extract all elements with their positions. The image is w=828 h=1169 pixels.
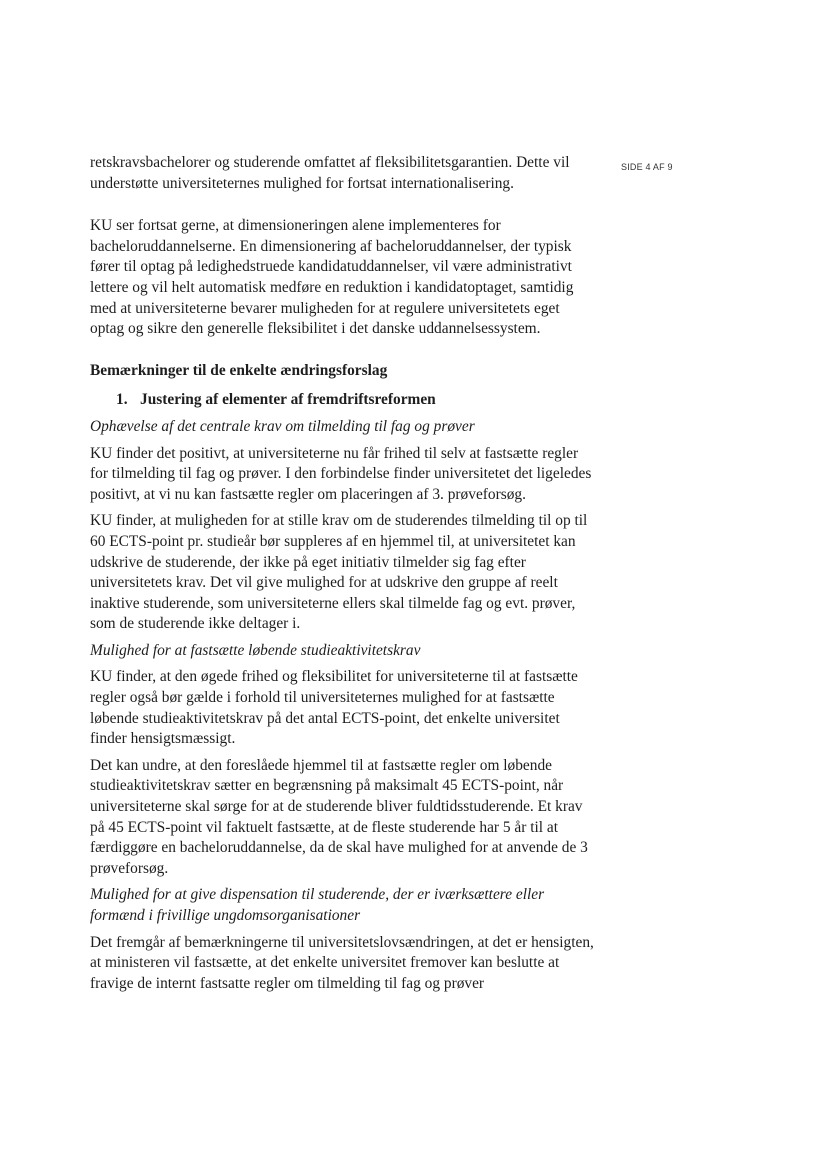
section-heading: Bemærkninger til de enkelte ændringsforslag [90, 361, 388, 379]
subheading-dispensation: Mulighed for at give dispensation til studerende, der er iværksættere eller formænd i frivillige ungdomsorganisationer [90, 886, 545, 924]
numbered-heading-1 [116, 390, 595, 411]
positivt-paragraph: KU finder det positivt, at universiteterne nu får frihed til selv at fastsætte regler for tilmelding til fag og prøver. I den forbindelse finder universitetet det ligeledes positivt, at vi nu kan fastsætte regler om placeringen af 3. prøveforsøg. [90, 444, 592, 503]
undre-paragraph: Det kan undre, at den foreslåede hjemmel til at fastsætte regler om løbende studieaktivitetskrav sætter en begrænsning på maksimalt 45 ECTS-point, når universiteterne skal sørge for at de studerende bliver fuldtidsstuderende. Et krav på 45 ECTS-point vil faktuelt fastsætte, at de fleste studerende har 5 år til at færdiggøre en bacheloruddannelse, da de skal have mulighed for at anvende de 3 prøveforsøg. [90, 756, 588, 877]
intro-paragraph: retskravsbachelorer og studerende omfattet af fleksibilitetsgarantien. Dette vil understøtte universiteternes mulighed for fortsat internationalisering. [90, 154, 570, 192]
fremgaar-paragraph: Det fremgår af bemærkningerne til universitetslovsændringen, at det er hensigten, at ministeren vil fastsætte, at det enkelte universitet fremover kan beslutte at fravige de internt fastsatte regler om tilmelding til fag og prøver [90, 933, 594, 992]
mulighed-krav-paragraph: KU finder, at muligheden for at stille krav om de studerendes tilmelding til op til 60 ECTS-point pr. studieår bør suppleres af en hjemmel til, at universitetet kan udskrive de studerende, der ikke på eget initiativ tilmelder sig fag efter universitetets krav. Det vil give mulighed for at udskrive den gruppe af reelt inaktive studerende, som universiteterne ellers skal tilmelde fag og evt. prøver, som de studerende ikke deltager i. [90, 512, 588, 633]
page-number-label: SIDE 4 AF 9 [621, 162, 673, 172]
list-number: 1. [116, 391, 128, 409]
subheading-studieaktivitet: Mulighed for at fastsætte løbende studieaktivitetskrav [90, 641, 421, 659]
document-body [90, 153, 595, 1000]
subheading-ophaevelse: Ophævelse af det centrale krav om tilmelding til fag og prøver [90, 417, 475, 435]
numbered-heading-title: Justering af elementer af fremdriftsreformen [140, 391, 436, 409]
dimensionering-paragraph: KU ser fortsat gerne, at dimensioneringen alene implementeres for bacheloruddannelserne. En dimensionering af bacheloruddannelser, der typisk fører til optag på ledighedstruede kandidatuddannelser, vil være administrativt lettere og vil helt automatisk medføre en reduktion i kandidatoptaget, samtidig med at universiteterne bevarer muligheden for at regulere universitetets eget optag og sikre den generelle fleksibilitet i det danske uddannelsessystem. [90, 217, 574, 338]
oegede-frihed-paragraph: KU finder, at den øgede frihed og fleksibilitet for universiteterne til at fastsætte regler også bør gælde i forhold til universiteternes mulighed for at fastsætte løbende studieaktivitetskrav på det antal ECTS-point, det enkelte universitet finder hensigtsmæssigt. [90, 668, 578, 748]
